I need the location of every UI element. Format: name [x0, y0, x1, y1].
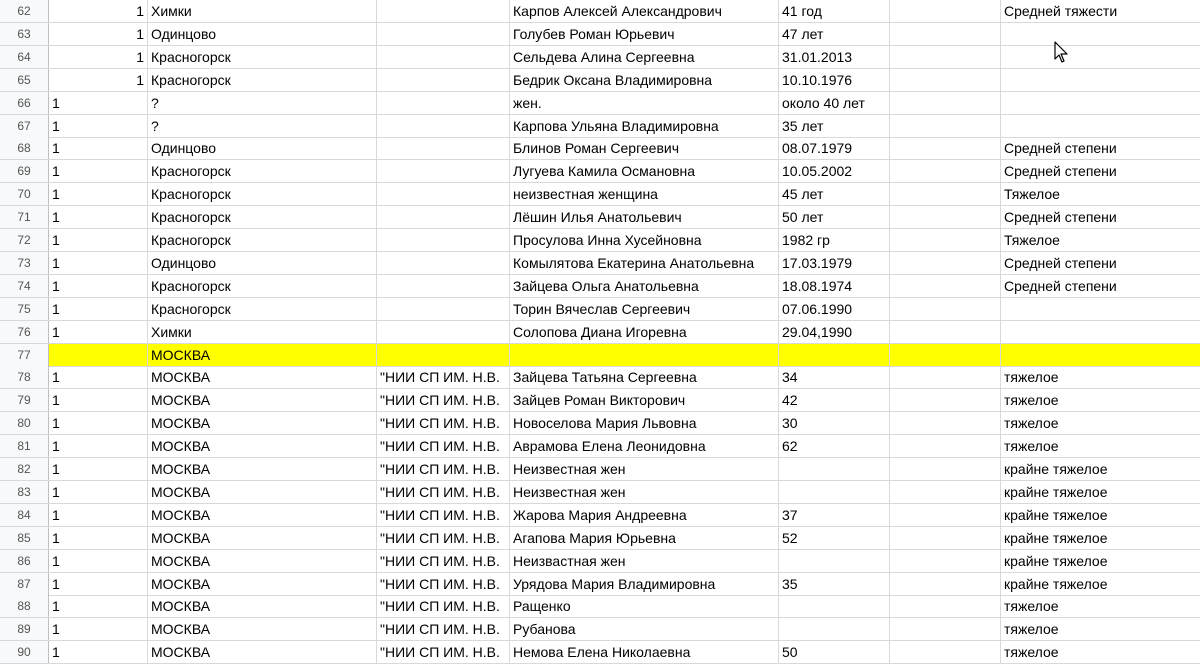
cell-col-d[interactable]: Карпов Алексей Александрович	[510, 0, 779, 22]
cell-col-f[interactable]	[890, 481, 1001, 503]
cell-col-d[interactable]: Бедрик Оксана Владимировна	[510, 69, 779, 91]
cell-col-d[interactable]: Карпова Ульяна Владимировна	[510, 115, 779, 137]
row-number[interactable]: 68	[0, 137, 49, 159]
cell-col-f[interactable]	[890, 137, 1001, 159]
cell-col-f[interactable]	[890, 92, 1001, 114]
cell-col-a[interactable]: 1	[49, 366, 148, 388]
row-number[interactable]: 69	[0, 160, 49, 182]
cell-col-e[interactable]: 42	[779, 389, 890, 411]
cell-col-e[interactable]: 45 лет	[779, 183, 890, 205]
row-number[interactable]: 72	[0, 229, 49, 251]
cell-col-g[interactable]	[1001, 298, 1200, 320]
table-row	[0, 618, 1200, 641]
cell-col-a[interactable]: 1	[49, 595, 148, 617]
cell-col-e[interactable]: 47 лет	[779, 23, 890, 45]
cell-col-c[interactable]: "НИИ СП ИМ. Н.В.	[377, 458, 510, 480]
table-row	[0, 366, 1200, 389]
cell-col-d[interactable]: Урядова Мария Владимировна	[510, 573, 779, 595]
cell-col-a[interactable]: 1	[49, 458, 148, 480]
table-row	[0, 321, 1200, 344]
cell-col-g[interactable]: Тяжелое	[1004, 186, 1060, 203]
cell-col-a[interactable]: 1	[49, 183, 148, 205]
cell-col-f[interactable]	[890, 229, 1001, 251]
cell-col-f[interactable]	[890, 550, 1001, 572]
table-row	[0, 206, 1200, 229]
row-number[interactable]: 84	[0, 504, 49, 526]
cell-col-b[interactable]: МОСКВА	[148, 595, 377, 617]
cell-col-d[interactable]: Лёшин Илья Анатольевич	[510, 206, 779, 228]
row-number[interactable]: 71	[0, 206, 49, 228]
cell-col-b[interactable]: Красногорск	[148, 46, 377, 68]
cell-col-g[interactable]: тяжелое	[1004, 438, 1059, 455]
cell-col-b[interactable]: ?	[148, 115, 377, 137]
cell-col-b[interactable]: Одинцово	[148, 23, 377, 45]
cell-col-d[interactable]: неизвестная женщина	[510, 183, 779, 205]
cell-col-d[interactable]: Зайцева Ольга Анатольевна	[510, 275, 779, 297]
cell-col-f[interactable]	[890, 160, 1001, 182]
table-row	[0, 458, 1200, 481]
cell-col-g[interactable]: крайне тяжелое	[1004, 506, 1108, 523]
cell-col-d[interactable]: Неизвестная жен	[510, 481, 779, 503]
cell-col-a[interactable]: 1	[49, 23, 148, 45]
cell-col-c[interactable]	[377, 183, 510, 205]
cell-col-e[interactable]: 35	[779, 573, 890, 595]
table-row	[0, 344, 1200, 367]
cell-col-g[interactable]: тяжелое	[1004, 369, 1059, 386]
table-row	[0, 252, 1200, 275]
cell-col-a[interactable]: 1	[49, 435, 148, 457]
cell-col-e[interactable]: 35 лет	[779, 115, 890, 137]
row-number[interactable]: 62	[0, 0, 49, 22]
cell-col-g[interactable]	[1001, 23, 1200, 45]
cell-col-g[interactable]	[1001, 69, 1200, 91]
row-number[interactable]: 88	[0, 595, 49, 617]
cell-col-b[interactable]: МОСКВА	[148, 573, 377, 595]
cell-col-b[interactable]: Одинцово	[148, 252, 377, 274]
cell-col-b[interactable]: МОСКВА	[148, 550, 377, 572]
cell-col-d[interactable]: Зайцев Роман Викторович	[510, 389, 779, 411]
row-number[interactable]: 80	[0, 412, 49, 434]
cell-col-g[interactable]: Средней степени	[1004, 140, 1117, 157]
table-row	[0, 160, 1200, 183]
row-number[interactable]: 63	[0, 23, 49, 45]
cell-col-d[interactable]: Зайцева Татьяна Сергеевна	[510, 366, 779, 388]
table-row	[0, 481, 1200, 504]
cell-col-c[interactable]	[377, 321, 510, 343]
cell-col-e[interactable]: 1982 гр	[779, 229, 890, 251]
table-row	[0, 183, 1200, 206]
table-row	[0, 504, 1200, 527]
cell-col-a[interactable]: 1	[49, 160, 148, 182]
cell-col-c[interactable]: "НИИ СП ИМ. Н.В.	[377, 435, 510, 457]
cell-col-c[interactable]	[377, 23, 510, 45]
cell-col-f[interactable]	[890, 115, 1001, 137]
cell-col-f[interactable]	[890, 618, 1001, 640]
cell-col-d[interactable]: Блинов Роман Сергеевич	[510, 137, 779, 159]
cell-col-d[interactable]: Немова Елена Николаевна	[510, 641, 779, 663]
cell-col-c[interactable]	[377, 92, 510, 114]
cell-col-g[interactable]: крайне тяжелое	[1004, 529, 1108, 546]
cell-col-c[interactable]	[377, 229, 510, 251]
row-number[interactable]: 76	[0, 321, 49, 343]
cell-col-a[interactable]: 1	[49, 252, 148, 274]
table-row	[0, 527, 1200, 550]
cell-col-a[interactable]: 1	[49, 115, 148, 137]
table-row	[0, 137, 1200, 160]
cell-col-g[interactable]	[1001, 321, 1200, 343]
row-number[interactable]: 82	[0, 458, 49, 480]
cell-col-f[interactable]	[890, 46, 1001, 68]
cell-col-f[interactable]	[890, 0, 1001, 22]
cell-col-g[interactable]	[1001, 92, 1200, 114]
cell-col-d[interactable]: Комылятова Екатерина Анатольевна	[510, 252, 779, 274]
cell-col-f[interactable]	[890, 435, 1001, 457]
cell-col-g[interactable]: тяжелое	[1004, 415, 1059, 432]
cell-col-d[interactable]: Голубев Роман Юрьевич	[510, 23, 779, 45]
table-row	[0, 595, 1200, 618]
cell-col-f[interactable]	[890, 504, 1001, 526]
cell-col-a[interactable]: 1	[49, 550, 148, 572]
cell-col-c[interactable]	[377, 252, 510, 274]
row-number[interactable]: 67	[0, 115, 49, 137]
cell-col-c[interactable]: "НИИ СП ИМ. Н.В.	[377, 504, 510, 526]
cell-col-e[interactable]: 50	[779, 641, 890, 663]
table-row	[0, 412, 1200, 435]
cell-col-b[interactable]: Химки	[148, 0, 377, 22]
cell-col-g[interactable]: Средней степени	[1004, 254, 1117, 271]
cell-col-e[interactable]: 50 лет	[779, 206, 890, 228]
cell-col-e[interactable]: 52	[779, 527, 890, 549]
cell-col-a[interactable]: 1	[49, 46, 148, 68]
cell-col-a[interactable]: 1	[49, 321, 148, 343]
cell-col-e[interactable]	[779, 550, 890, 572]
cell-col-c[interactable]	[377, 275, 510, 297]
cell-col-g[interactable]: крайне тяжелое	[1004, 575, 1108, 592]
cell-col-c[interactable]: "НИИ СП ИМ. Н.В.	[377, 595, 510, 617]
cell-col-d[interactable]	[510, 344, 779, 366]
cell-col-f[interactable]	[890, 641, 1001, 663]
cell-col-a[interactable]: 1	[49, 527, 148, 549]
cell-col-a[interactable]: 1	[49, 92, 148, 114]
cell-col-b[interactable]: МОСКВА	[148, 504, 377, 526]
cell-col-g[interactable]: тяжелое	[1004, 392, 1059, 409]
row-number[interactable]: 74	[0, 275, 49, 297]
cell-col-g[interactable]: тяжелое	[1004, 644, 1059, 661]
table-row	[0, 69, 1200, 92]
cell-col-b[interactable]: Красногорск	[148, 298, 377, 320]
row-number[interactable]: 73	[0, 252, 49, 274]
cell-col-d[interactable]: Солопова Диана Игоревна	[510, 321, 779, 343]
table-row	[0, 573, 1200, 596]
cell-col-g[interactable]: Средней тяжести	[1004, 3, 1118, 19]
cell-col-g[interactable]	[1001, 115, 1200, 137]
cell-col-d[interactable]: Сельдева Алина Сергеевна	[510, 46, 779, 68]
row-number[interactable]: 86	[0, 550, 49, 572]
cell-col-e[interactable]: 62	[779, 435, 890, 457]
cell-col-c[interactable]: "НИИ СП ИМ. Н.В.	[377, 366, 510, 388]
cell-col-b[interactable]: МОСКВА	[148, 641, 377, 663]
table-row	[0, 46, 1200, 69]
cell-col-f[interactable]	[890, 206, 1001, 228]
table-row	[0, 0, 1200, 23]
cell-col-c[interactable]	[377, 160, 510, 182]
cell-col-f[interactable]	[890, 69, 1001, 91]
cell-col-e[interactable]: 29.04,1990	[779, 321, 890, 343]
cell-col-f[interactable]	[890, 366, 1001, 388]
cell-col-g[interactable]	[1001, 344, 1200, 366]
cell-col-a[interactable]: 1	[49, 641, 148, 663]
cell-col-e[interactable]: 31.01.2013	[779, 46, 890, 68]
cell-col-e[interactable]: 10.10.1976	[779, 69, 890, 91]
cell-col-f[interactable]	[890, 183, 1001, 205]
cell-col-a[interactable]: 1	[49, 275, 148, 297]
cell-col-a[interactable]: 1	[49, 298, 148, 320]
cell-col-b[interactable]: МОСКВА	[148, 435, 377, 457]
cell-col-d[interactable]: Агапова Мария Юрьевна	[510, 527, 779, 549]
cell-col-c[interactable]: "НИИ СП ИМ. Н.В.	[377, 389, 510, 411]
cell-col-b[interactable]: Красногорск	[148, 183, 377, 205]
cell-col-a[interactable]: 1	[49, 618, 148, 640]
cell-col-c[interactable]: "НИИ СП ИМ. Н.В.	[377, 641, 510, 663]
cell-col-e[interactable]: 17.03.1979	[779, 252, 890, 274]
row-number[interactable]: 79	[0, 389, 49, 411]
cell-col-b[interactable]: Красногорск	[148, 229, 377, 251]
cell-col-b[interactable]: Одинцово	[148, 137, 377, 159]
cell-col-f[interactable]	[890, 573, 1001, 595]
cell-col-b[interactable]: Красногорск	[148, 69, 377, 91]
cell-col-b[interactable]: МОСКВА	[148, 618, 377, 640]
cell-col-c[interactable]: "НИИ СП ИМ. Н.В.	[377, 412, 510, 434]
cell-col-b[interactable]: Красногорск	[148, 206, 377, 228]
cell-col-g[interactable]: крайне тяжелое	[1004, 552, 1108, 569]
cell-col-e[interactable]	[779, 595, 890, 617]
cell-col-g[interactable]	[1001, 46, 1200, 68]
cell-col-b[interactable]: МОСКВА	[148, 458, 377, 480]
cell-col-b[interactable]: МОСКВА	[148, 481, 377, 503]
table-row	[0, 23, 1200, 46]
cell-col-e[interactable]	[779, 481, 890, 503]
cell-col-a[interactable]: 1	[49, 412, 148, 434]
cell-col-e[interactable]: 41 год	[779, 0, 890, 22]
cell-col-d[interactable]: Рубанова	[510, 618, 779, 640]
cell-col-c[interactable]	[377, 115, 510, 137]
cell-col-c[interactable]	[377, 137, 510, 159]
cell-col-a[interactable]: 1	[49, 389, 148, 411]
table-row	[0, 92, 1200, 115]
cell-col-c[interactable]	[377, 298, 510, 320]
table-row	[0, 275, 1200, 298]
cell-col-d[interactable]: Лугуева Камила Османовна	[510, 160, 779, 182]
table-row	[0, 550, 1200, 573]
cell-col-a[interactable]	[49, 344, 148, 366]
row-number[interactable]: 78	[0, 366, 49, 388]
cell-col-e[interactable]: 10.05.2002	[779, 160, 890, 182]
cell-col-f[interactable]	[890, 23, 1001, 45]
cell-col-c[interactable]	[377, 69, 510, 91]
cell-col-c[interactable]	[377, 46, 510, 68]
cell-col-f[interactable]	[890, 344, 1001, 366]
cell-col-c[interactable]: "НИИ СП ИМ. Н.В.	[377, 481, 510, 503]
cell-col-e[interactable]: 18.08.1974	[779, 275, 890, 297]
cell-col-g[interactable]: Тяжелое	[1004, 232, 1060, 248]
row-number[interactable]: 87	[0, 573, 49, 595]
cell-col-a[interactable]: 1	[49, 0, 148, 22]
cell-col-a[interactable]: 1	[49, 573, 148, 595]
row-number[interactable]: 83	[0, 481, 49, 503]
cell-col-c[interactable]: "НИИ СП ИМ. Н.В.	[377, 527, 510, 549]
cell-col-d[interactable]: Неизвастная жен	[510, 550, 779, 572]
cell-col-g[interactable]: крайне тяжелое	[1004, 461, 1108, 477]
cell-col-a[interactable]: 1	[49, 69, 148, 91]
table-row	[0, 389, 1200, 412]
cell-col-a[interactable]: 1	[49, 229, 148, 251]
cell-col-c[interactable]: "НИИ СП ИМ. Н.В.	[377, 573, 510, 595]
cell-col-f[interactable]	[890, 298, 1001, 320]
cell-col-e[interactable]	[779, 618, 890, 640]
cell-col-f[interactable]	[890, 412, 1001, 434]
cell-col-f[interactable]	[890, 527, 1001, 549]
cell-col-b[interactable]: МОСКВА	[148, 412, 377, 434]
cell-col-a[interactable]: 1	[49, 206, 148, 228]
cell-col-a[interactable]: 1	[49, 137, 148, 159]
cell-col-f[interactable]	[890, 252, 1001, 274]
cell-col-f[interactable]	[890, 458, 1001, 480]
cell-col-c[interactable]	[377, 344, 510, 366]
table-row	[0, 229, 1200, 252]
row-number[interactable]: 90	[0, 641, 49, 663]
table-row	[0, 641, 1200, 664]
cell-col-e[interactable]: 37	[779, 504, 890, 526]
row-number[interactable]: 85	[0, 527, 49, 549]
row-number[interactable]: 66	[0, 92, 49, 114]
cell-col-b[interactable]: Химки	[148, 321, 377, 343]
cell-col-f[interactable]	[890, 275, 1001, 297]
row-number[interactable]: 89	[0, 618, 49, 640]
cell-col-e[interactable]: 07.06.1990	[779, 298, 890, 320]
cell-col-e[interactable]	[779, 344, 890, 366]
cell-col-g[interactable]: тяжелое	[1004, 621, 1059, 638]
cell-col-e[interactable]: около 40 лет	[779, 92, 890, 114]
table-row	[0, 115, 1200, 138]
cell-col-b[interactable]: Красногорск	[148, 275, 377, 297]
row-number[interactable]: 70	[0, 183, 49, 205]
cell-col-d[interactable]: Новоселова Мария Львовна	[510, 412, 779, 434]
cell-col-g[interactable]: Средней степени	[1004, 277, 1117, 294]
cell-col-b[interactable]: МОСКВА	[148, 389, 377, 411]
cell-col-a[interactable]: 1	[49, 504, 148, 526]
cell-col-g[interactable]: Средней степени	[1004, 163, 1117, 180]
cell-col-f[interactable]	[890, 595, 1001, 617]
cell-col-b[interactable]: Красногорск	[148, 160, 377, 182]
cell-col-g[interactable]: крайне тяжелое	[1004, 483, 1108, 500]
cell-col-d[interactable]: Жарова Мария Андреевна	[510, 504, 779, 526]
cell-col-c[interactable]	[377, 206, 510, 228]
cell-col-d[interactable]: Аврамова Елена Леонидовна	[510, 435, 779, 457]
cell-col-g[interactable]: Средней степени	[1004, 209, 1117, 226]
cell-col-e[interactable]: 34	[779, 366, 890, 388]
cell-col-b[interactable]: МОСКВА	[148, 344, 377, 366]
cell-col-d[interactable]: Просулова Инна Хусейновна	[510, 229, 779, 251]
cell-col-e[interactable]	[779, 458, 890, 480]
cell-col-a[interactable]: 1	[49, 481, 148, 503]
row-number[interactable]: 81	[0, 435, 49, 457]
table-row	[0, 298, 1200, 321]
table-row	[0, 435, 1200, 458]
cell-col-b[interactable]: ?	[148, 92, 377, 114]
cell-col-d[interactable]: Ращенко	[510, 595, 779, 617]
row-number[interactable]: 64	[0, 46, 49, 68]
cell-col-b[interactable]: МОСКВА	[148, 366, 377, 388]
cell-col-c[interactable]: "НИИ СП ИМ. Н.В.	[377, 550, 510, 572]
cell-col-d[interactable]: жен.	[510, 92, 779, 114]
cell-col-g[interactable]: тяжелое	[1004, 598, 1059, 615]
row-number[interactable]: 75	[0, 298, 49, 320]
row-number[interactable]: 77	[0, 344, 49, 366]
cell-col-d[interactable]: Торин Вячеслав Сергеевич	[510, 298, 779, 320]
cell-col-c[interactable]: "НИИ СП ИМ. Н.В.	[377, 618, 510, 640]
cell-col-b[interactable]: МОСКВА	[148, 527, 377, 549]
cell-col-d[interactable]: Неизвестная жен	[510, 458, 779, 480]
cell-col-f[interactable]	[890, 321, 1001, 343]
cell-col-e[interactable]: 30	[779, 412, 890, 434]
cell-col-f[interactable]	[890, 389, 1001, 411]
cell-col-e[interactable]: 08.07.1979	[779, 137, 890, 159]
cell-col-c[interactable]	[377, 0, 510, 22]
row-number[interactable]: 65	[0, 69, 49, 91]
